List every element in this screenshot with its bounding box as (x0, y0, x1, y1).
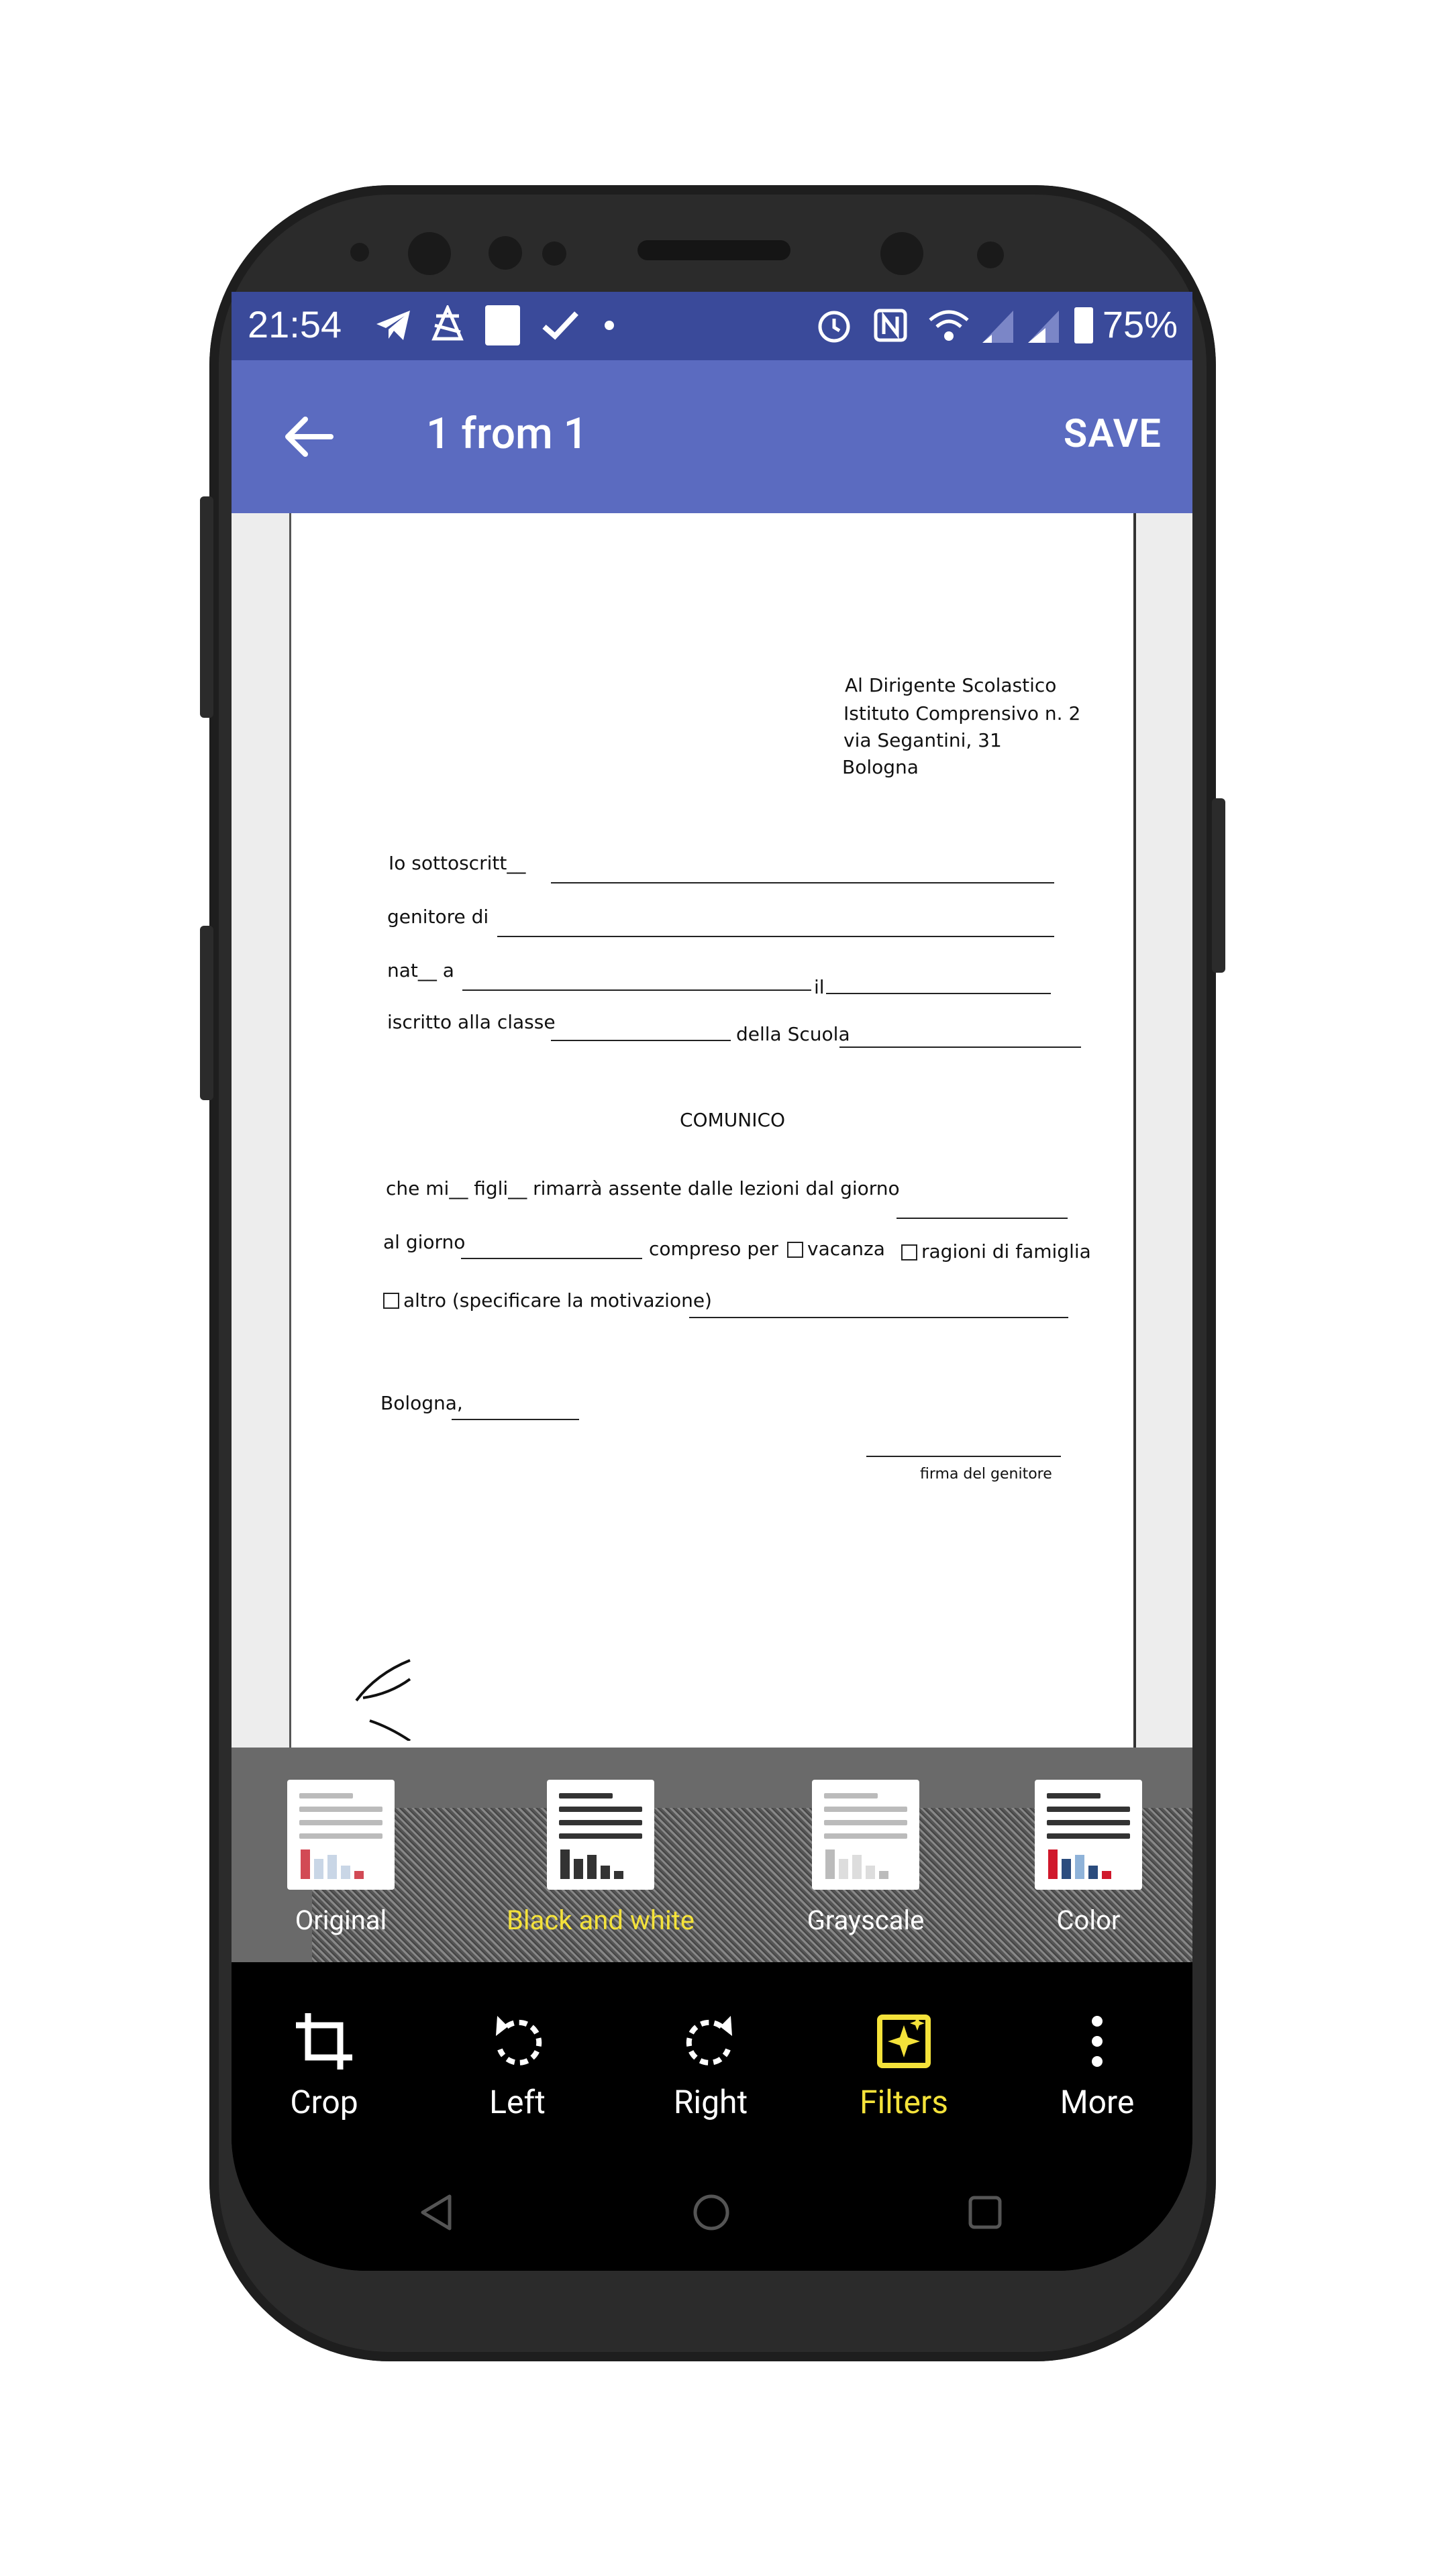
action-label: Filters (859, 2083, 949, 2121)
recipient-line: Istituto Comprensivo n. 2 (843, 702, 1081, 724)
filter-label: Color (1056, 1904, 1121, 1936)
action-label: More (1060, 2083, 1135, 2121)
back-button[interactable] (274, 403, 342, 470)
sensor-dot (350, 243, 369, 262)
action-bar (232, 1962, 1192, 2150)
sensor-dot (977, 241, 1004, 268)
signature-label: firma del genitore (920, 1466, 1052, 1483)
recipient-line: Bologna (842, 756, 919, 778)
body-text: che mi__ figli__ rimarrà assente dalle lezioni dal giorno (386, 1177, 900, 1199)
action-label: Left (489, 2083, 546, 2121)
rotate-right-icon (678, 2009, 743, 2074)
nav-back-button[interactable] (407, 2182, 468, 2243)
arrow-left-icon (283, 415, 334, 458)
filters-icon (872, 2009, 936, 2074)
filter-label: Grayscale (807, 1904, 925, 1936)
filter-label: Black and white (507, 1904, 695, 1936)
status-bar (232, 292, 1192, 360)
action-label: Right (673, 2083, 748, 2121)
crop-icon (292, 2009, 356, 2074)
filter-thumbnail (812, 1780, 919, 1890)
check-icon (539, 304, 582, 347)
field-label: nat__ a (387, 959, 454, 981)
action-label: Crop (290, 2083, 358, 2121)
signal2-icon (1023, 304, 1064, 347)
option-text: ragioni di famiglia (921, 1240, 1091, 1263)
field-label: Io sottoscritt__ (389, 852, 526, 874)
filter-thumbnail (1035, 1780, 1142, 1890)
app-toolbar (232, 360, 1192, 513)
page-title: 1 from 1 (426, 409, 589, 459)
front-camera (880, 232, 923, 275)
filter-grayscale[interactable] (809, 1780, 923, 1934)
battery-percent: 75% (1102, 303, 1178, 345)
status-time: 21:54 (248, 303, 342, 345)
signal1-icon (978, 304, 1018, 347)
body-text: al giorno (383, 1231, 466, 1253)
document-heading: COMUNICO (680, 1109, 786, 1131)
document-preview (232, 513, 1192, 1748)
phone-side-button (200, 926, 213, 1100)
bible-icon (481, 304, 524, 347)
field-label: il (814, 976, 825, 998)
field-label: della Scuola (736, 1023, 850, 1045)
rotate-left-icon (485, 2009, 550, 2074)
filter-thumbnail (287, 1780, 395, 1890)
alarm-icon (813, 304, 856, 347)
pen-mark (316, 1647, 423, 1741)
filter-thumbnail (547, 1780, 654, 1890)
earpiece-speaker (637, 240, 790, 260)
option-text: vacanza (807, 1238, 885, 1260)
body-text: compreso per (649, 1238, 778, 1260)
circle-home-icon (691, 2192, 731, 2233)
sensor-dot (542, 241, 566, 266)
scanned-page (289, 513, 1136, 1748)
nav-home-button[interactable] (681, 2182, 741, 2243)
app-icon (426, 304, 469, 347)
front-camera (408, 232, 451, 275)
more-button[interactable] (1023, 2009, 1171, 2121)
filter-label: Original (295, 1904, 387, 1936)
nav-recents-button[interactable] (955, 2182, 1015, 2243)
battery-icon (1070, 304, 1097, 347)
recipient-line: via Segantini, 31 (843, 729, 1002, 751)
field-label: genitore di (387, 906, 489, 928)
filters-button[interactable] (830, 2009, 978, 2121)
nfc-icon (869, 304, 912, 347)
filter-strip (232, 1748, 1192, 1962)
phone-side-button (200, 496, 213, 718)
rotate-right-button[interactable] (637, 2009, 784, 2121)
system-nav-bar (232, 2150, 1192, 2271)
filter-original[interactable] (284, 1780, 398, 1934)
option-text: altro (specificare la motivazione) (403, 1289, 712, 1311)
wifi-icon (925, 304, 972, 347)
triangle-back-icon (417, 2192, 458, 2233)
phone-side-button (1212, 798, 1225, 973)
telegram-icon (372, 304, 415, 347)
square-recents-icon (965, 2192, 1005, 2233)
sensor-dot (489, 236, 522, 270)
filter-color[interactable] (1031, 1780, 1145, 1934)
filter-black-and-white[interactable] (507, 1780, 695, 1936)
rotate-left-button[interactable] (444, 2009, 591, 2121)
recipient-line: Al Dirigente Scolastico (845, 674, 1057, 696)
field-label: iscritto alla classe (387, 1011, 556, 1033)
phone-screen (232, 292, 1192, 2271)
crop-button[interactable] (250, 2009, 398, 2121)
dot-icon (599, 304, 619, 347)
save-button[interactable]: SAVE (1063, 411, 1162, 457)
place-label: Bologna, (380, 1392, 463, 1414)
more-vertical-icon (1065, 2009, 1129, 2074)
